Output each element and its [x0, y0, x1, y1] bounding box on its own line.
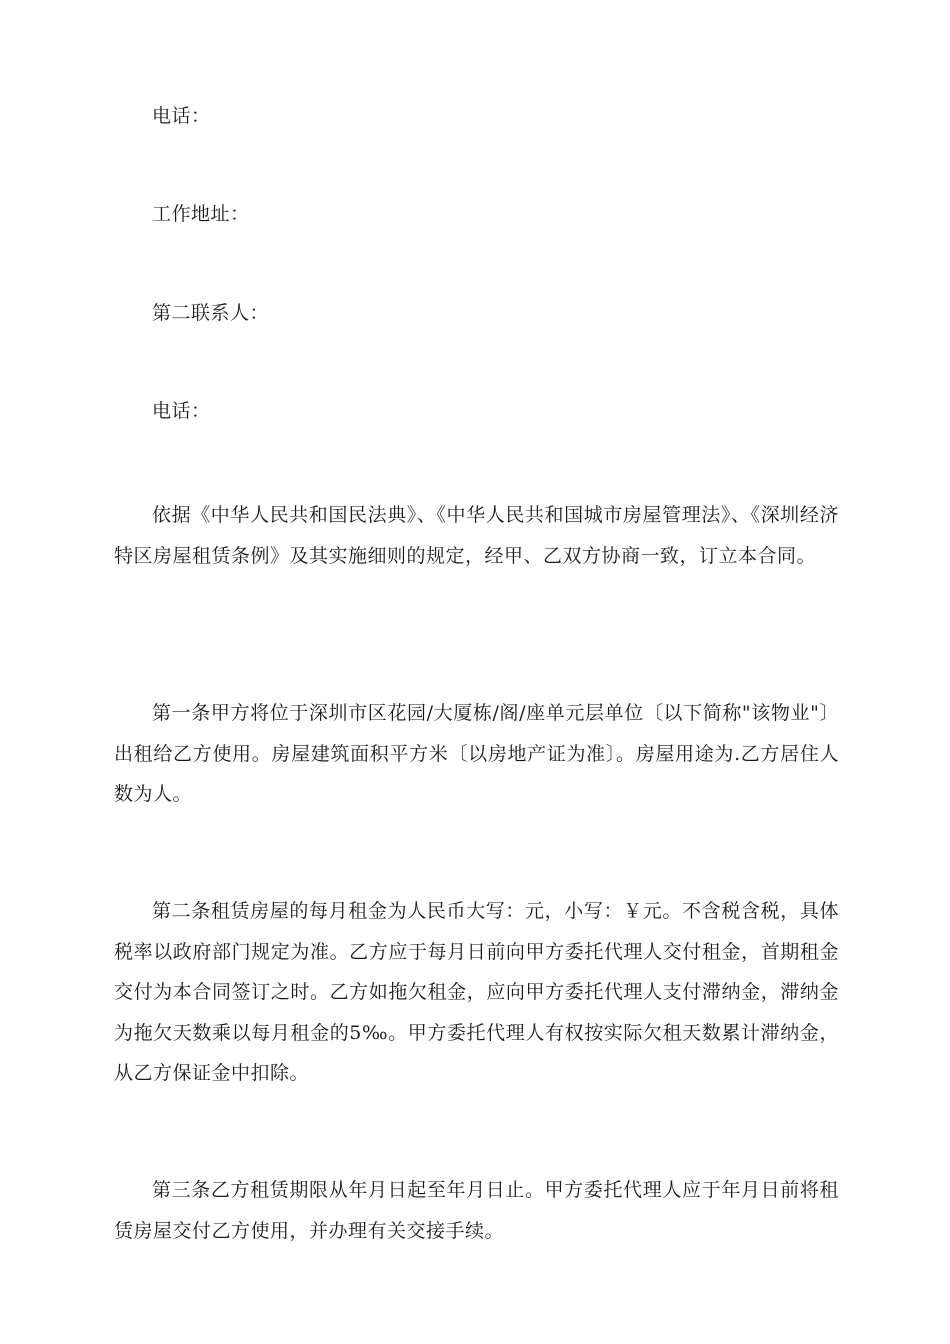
- phone-field-label: 电话：: [152, 105, 211, 127]
- second-contact-field-label: 第二联系人：: [152, 302, 270, 324]
- work-address-field-label: 工作地址：: [152, 203, 250, 225]
- article-1-paragraph: 第一条甲方将位于深圳市区花园/大厦栋/阁/座单元层单位〔以下简称"该物业"〕出租给乙方使用。房屋建筑面积平方米〔以房地产证为准〕。房屋用途为.乙方居住人数为人。: [114, 702, 839, 805]
- article-3-paragraph: 第三条乙方租赁期限从年月日起至年月日止。甲方委托代理人应于年月日前将租赁房屋交付乙方使用，并办理有关交接手续。: [114, 1179, 839, 1242]
- preamble-paragraph: 依据《中华人民共和国民法典》、《中华人民共和国城市房屋管理法》、《深圳经济特区房屋租赁条例》及其实施细则的规定，经甲、乙双方协商一致，订立本合同。: [114, 504, 839, 567]
- second-phone-field-label: 电话：: [152, 400, 211, 422]
- article-2-paragraph: 第二条租赁房屋的每月租金为人民币大写：元，小写：￥元。不含税含税，具体税率以政府部门规定为准。乙方应于每月日前向甲方委托代理人交付租金，首期租金交付为本合同签订之时。乙方如拖欠租金，应向甲方委托代理人支付滞纳金，滞纳金为拖欠天数乘以每月租金的5‰。甲方委托代理人有权按实际欠租天数累计滞纳金，从乙方保证金中扣除。: [114, 900, 839, 1084]
